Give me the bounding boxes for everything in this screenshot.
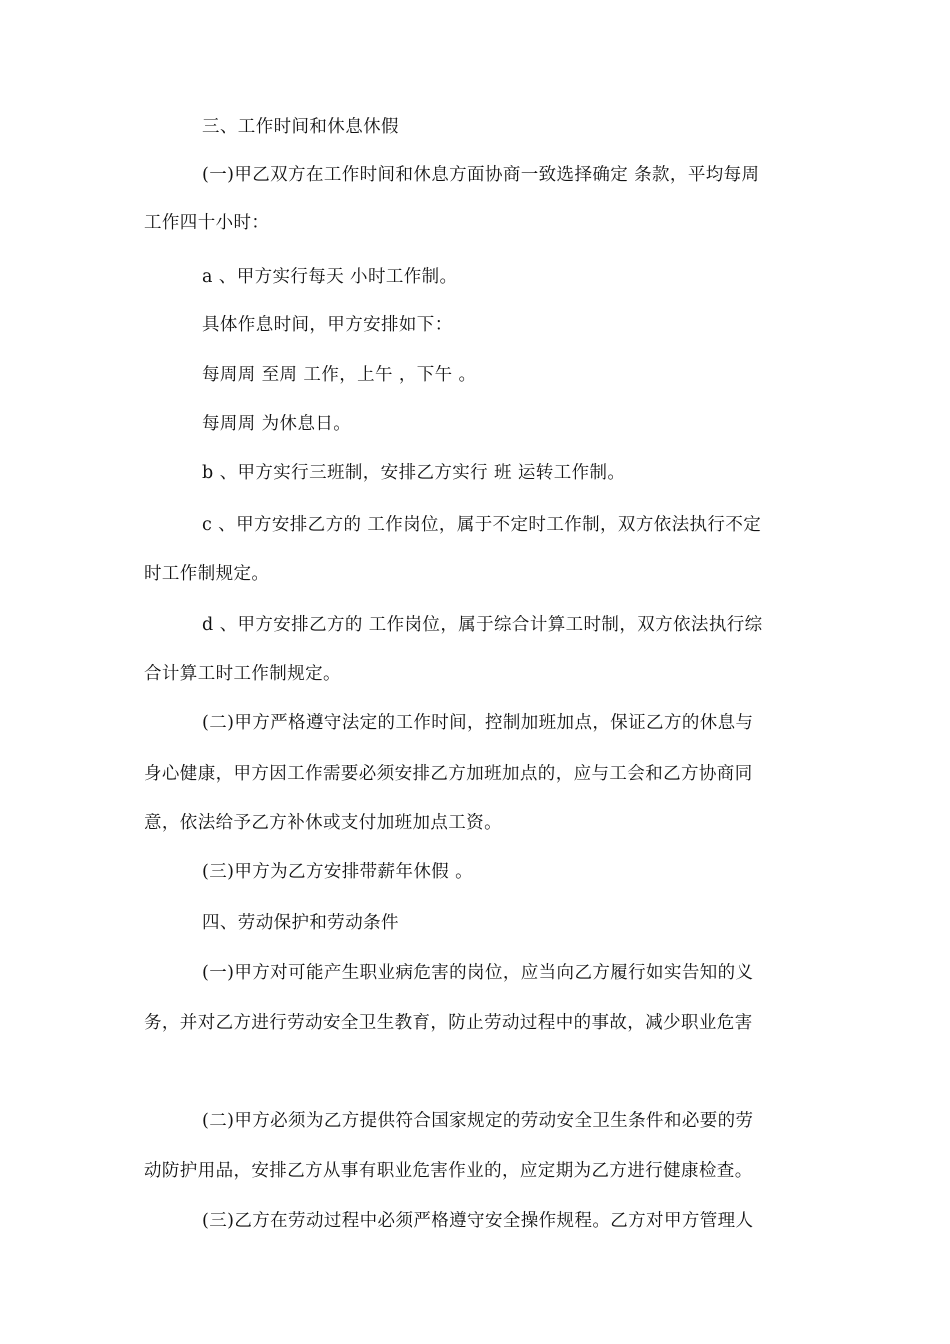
paragraph-line: a 、甲方实行每天 小时工作制。 bbox=[202, 267, 458, 287]
section-heading-four: 四、劳动保护和劳动条件 bbox=[202, 913, 399, 933]
paragraph-line: 身心健康，甲方因工作需要必须安排乙方加班加点的，应与工会和乙方协商同 bbox=[144, 764, 753, 784]
paragraph-line: d 、甲方安排乙方的 工作岗位，属于综合计算工时制，双方依法执行综 bbox=[202, 615, 763, 635]
paragraph-line: (三)乙方在劳动过程中必须严格遵守安全操作规程。乙方对甲方管理人 bbox=[202, 1211, 754, 1231]
paragraph-line: 意，依法给予乙方补休或支付加班加点工资。 bbox=[144, 813, 502, 833]
paragraph-line: (一)甲乙双方在工作时间和休息方面协商一致选择确定 条款，平均每周 bbox=[202, 165, 760, 185]
paragraph-line: 务，并对乙方进行劳动安全卫生教育，防止劳动过程中的事故，减少职业危害 bbox=[144, 1013, 753, 1033]
paragraph-line: 合计算工时工作制规定。 bbox=[144, 664, 341, 684]
paragraph-line: 工作四十小时： bbox=[144, 213, 270, 233]
paragraph-line: 时工作制规定。 bbox=[144, 564, 270, 584]
paragraph-line: 动防护用品，安排乙方从事有职业危害作业的，应定期为乙方进行健康检查。 bbox=[144, 1161, 753, 1181]
paragraph-line: c 、甲方安排乙方的 工作岗位，属于不定时工作制，双方依法执行不定 bbox=[202, 515, 762, 535]
paragraph-line: 每周周 至周 工作，上午 ，下午 。 bbox=[202, 365, 477, 385]
paragraph-line: (二)甲方严格遵守法定的工作时间，控制加班加点，保证乙方的休息与 bbox=[202, 713, 754, 733]
paragraph-line: (三)甲方为乙方安排带薪年休假 。 bbox=[202, 862, 474, 882]
paragraph-line: b 、甲方实行三班制，安排乙方实行 班 运转工作制。 bbox=[202, 463, 626, 483]
paragraph-line: 具体作息时间，甲方安排如下： bbox=[202, 315, 453, 335]
section-heading-three: 三、工作时间和休息休假 bbox=[202, 117, 399, 137]
paragraph-line: 每周周 为休息日。 bbox=[202, 414, 352, 434]
paragraph-line: (二)甲方必须为乙方提供符合国家规定的劳动安全卫生条件和必要的劳 bbox=[202, 1111, 754, 1131]
paragraph-line: (一)甲方对可能产生职业病危害的岗位，应当向乙方履行如实告知的义 bbox=[202, 963, 754, 983]
